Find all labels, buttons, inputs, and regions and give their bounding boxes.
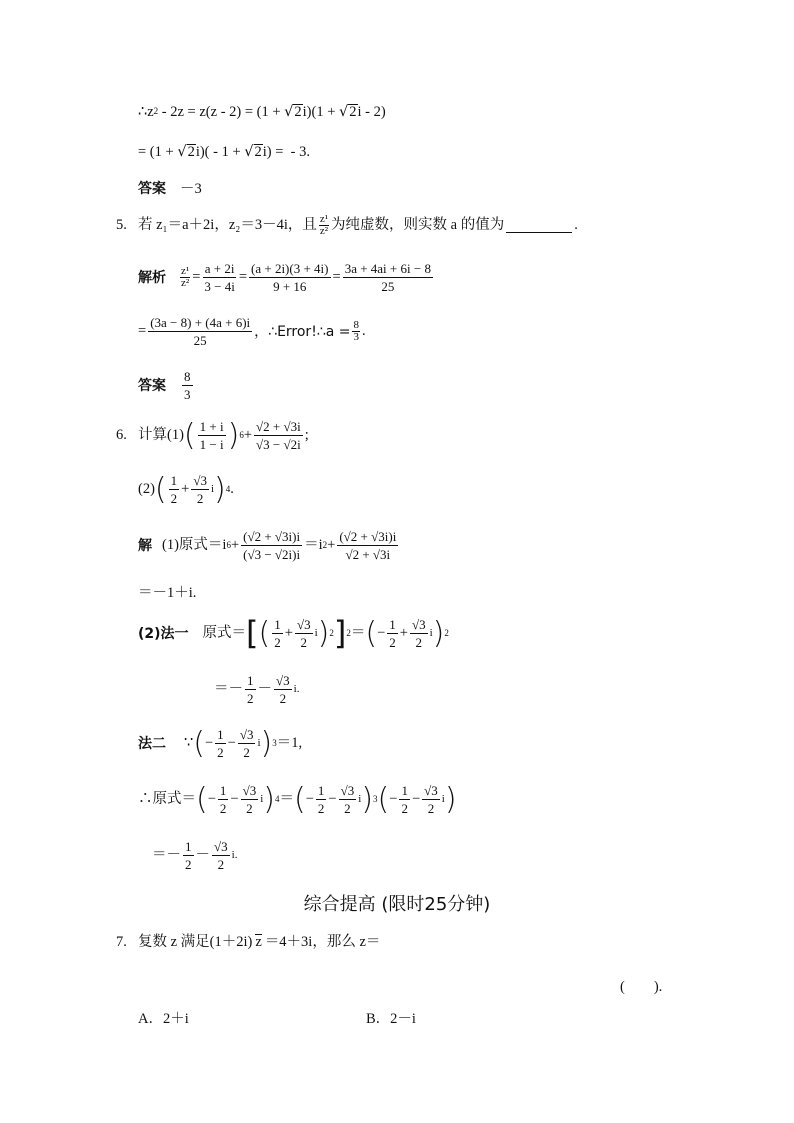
fraction xyxy=(212,840,230,871)
since-symbol: ∵ xyxy=(184,735,194,752)
text: ＝－ xyxy=(214,681,243,698)
fraction xyxy=(319,214,329,237)
fraction xyxy=(238,728,256,759)
paren-left: ( xyxy=(294,782,306,817)
exponent: 2 xyxy=(322,540,328,550)
question-number: 7. xyxy=(116,933,127,950)
fraction xyxy=(295,618,313,649)
answer-label: 答案 xyxy=(138,181,166,198)
denominator: 2 xyxy=(415,635,422,650)
option-b[interactable] xyxy=(366,1012,416,1027)
solution-6-line-2 xyxy=(138,586,196,601)
option-a[interactable] xyxy=(138,1012,189,1027)
paren-left: ( xyxy=(183,418,196,453)
equals: ＝ xyxy=(279,791,295,808)
fraction xyxy=(202,262,236,293)
exponent: 6 xyxy=(226,540,231,550)
numerator: z¹ xyxy=(181,265,190,277)
answer-paren[interactable]: ( ). xyxy=(620,979,663,995)
fraction xyxy=(343,262,433,293)
method-2-line-1: 法二 ∵ ( − $\frac{1}{2}$ − $\frac{√3}{2}$ i ) 3 ＝1, xyxy=(138,726,303,761)
text: i)( - 1 + xyxy=(195,143,245,160)
exponent: 4 xyxy=(275,794,280,804)
numerator: (3a − 8) + (4a + 6)i xyxy=(150,315,251,330)
denominator: z² xyxy=(319,225,329,237)
minus: − xyxy=(227,735,236,752)
denominator: 25 xyxy=(381,279,395,294)
part-label: (2) xyxy=(138,481,155,498)
fraction xyxy=(274,674,292,705)
question-text: 计算(1) xyxy=(138,427,184,444)
denominator: √2 + √3i xyxy=(345,547,391,562)
exponent: 2 xyxy=(444,628,449,638)
text: i. xyxy=(293,683,300,695)
denominator: 2 xyxy=(279,691,287,706)
solution-label: 解 xyxy=(138,537,152,554)
text: (1)原式＝i xyxy=(162,537,227,554)
answer-blank[interactable] xyxy=(506,218,572,233)
numerator: (√2 + √3i)i xyxy=(243,529,301,544)
paren-right: ) xyxy=(260,726,273,761)
numerator: 1 xyxy=(219,783,227,798)
text: ∴原式＝ xyxy=(138,791,196,808)
equals: = xyxy=(238,269,248,286)
superscript: 2 xyxy=(153,106,159,117)
question-number: 6. xyxy=(116,427,127,444)
exponent: 3 xyxy=(373,794,378,804)
question-7 xyxy=(116,934,380,950)
denominator: 3 xyxy=(184,387,191,402)
fraction xyxy=(241,784,259,815)
denominator: 3 − 4i xyxy=(204,279,235,294)
text: ; xyxy=(304,427,309,444)
denominator: 2 xyxy=(219,801,227,816)
equals: = xyxy=(192,269,201,286)
minus: − xyxy=(411,791,421,808)
denominator: 2 xyxy=(389,635,396,650)
minus: − xyxy=(328,791,337,808)
numerator: √2 + √3i xyxy=(256,419,301,434)
question-5 xyxy=(116,214,578,237)
plus: + xyxy=(399,625,408,642)
method-1-line-1: (2)法一 原式＝ [ ( $\frac{1}{2}$ + $\frac{√3}{2}$ i ) 2 ] 2 ＝ ( − $\frac{1}{2}$ + $\frac{√3}{2}$ i ) 2 xyxy=(138,614,449,653)
numerator: 8 xyxy=(353,319,359,331)
denominator: 2 xyxy=(274,635,281,650)
numerator: √3 xyxy=(193,473,207,488)
denominator: 25 xyxy=(193,333,207,348)
fraction xyxy=(180,266,190,289)
minus: − xyxy=(377,625,386,642)
minus: － xyxy=(257,681,272,698)
text: i. xyxy=(231,849,238,861)
question-number: 5. xyxy=(116,217,127,234)
denominator: 3 xyxy=(353,331,359,343)
text: . xyxy=(361,323,366,340)
exponent: 6 xyxy=(239,430,244,440)
fraction xyxy=(191,474,209,505)
plus: + xyxy=(327,537,336,554)
paren-right: ) xyxy=(432,616,445,651)
fraction xyxy=(241,530,302,561)
fraction xyxy=(169,474,180,505)
conjugate-z: z xyxy=(255,934,262,950)
text: 原式＝ xyxy=(202,625,247,642)
answer-line xyxy=(138,182,202,197)
question-text: 复数 z 满足(1＋2i) xyxy=(138,933,253,950)
paren-right: ) xyxy=(263,782,276,817)
numerator: z¹ xyxy=(319,213,329,225)
fraction xyxy=(218,784,229,815)
minus: − xyxy=(305,791,314,808)
text: ＝－ xyxy=(152,847,181,864)
plus: + xyxy=(230,537,240,554)
radicand: 2 xyxy=(187,144,195,160)
denominator: z² xyxy=(181,277,190,289)
fraction xyxy=(337,530,398,561)
numerator: (a + 2i)(3 + 4i) xyxy=(251,261,329,276)
method-label: 法二 xyxy=(138,735,166,752)
solution-line-2 xyxy=(138,144,310,160)
exponent: 3 xyxy=(272,738,277,748)
fraction xyxy=(198,420,226,451)
paren-right: ) xyxy=(317,616,330,651)
paren-right: ) xyxy=(227,418,240,453)
numerator: √3 xyxy=(214,839,228,854)
fraction xyxy=(410,618,428,649)
option-b-text: B．2－i xyxy=(366,1011,416,1027)
numerator: √3 xyxy=(242,783,257,798)
numerator: 1 xyxy=(317,783,325,798)
text: - 2z = z(z - 2) = (1 + xyxy=(158,103,285,120)
method-1-line-2 xyxy=(214,674,299,705)
option-a-text: A．2＋i xyxy=(138,1011,189,1027)
section-title: 综合提高 (限时25分钟) xyxy=(303,894,491,915)
numerator: √3 xyxy=(411,617,426,632)
denominator: 9 + 16 xyxy=(273,279,307,294)
text: ∴z xyxy=(138,103,154,120)
question-6-part-2: (2) ( $\frac{1}{2}$ + $\frac{√3}{2}$ i ) 4 . xyxy=(138,472,234,507)
numerator: 1 + i xyxy=(199,419,224,434)
question-text: 为纯虚数，则实数 a 的值为 xyxy=(331,217,505,234)
numerator: 1 xyxy=(247,673,254,688)
numerator: √3 xyxy=(340,783,355,798)
sqrt-symbol xyxy=(177,145,186,160)
answer-label: 答案 xyxy=(138,377,166,394)
paren-right: ) xyxy=(444,782,457,817)
text: . xyxy=(230,481,234,498)
text: ＝i xyxy=(304,537,323,554)
minus: − xyxy=(389,791,398,808)
sqrt-symbol xyxy=(339,105,348,120)
paren-left: ( xyxy=(196,782,208,817)
numerator: (√2 + √3i)i xyxy=(339,529,397,544)
denominator: 2 xyxy=(196,491,204,506)
denominator: 2 xyxy=(401,801,408,816)
fraction xyxy=(183,840,194,871)
numerator: 1 xyxy=(401,783,408,798)
numerator: 3a + 4ai + 6i − 8 xyxy=(344,261,431,276)
sqrt-symbol xyxy=(284,105,293,120)
method-label: (2)法一 xyxy=(138,625,189,642)
error-text: ，∴Error!∴a = xyxy=(254,323,351,340)
text: . xyxy=(574,217,578,234)
solution-line-1 xyxy=(138,104,386,120)
text: ＝－1＋i. xyxy=(138,585,197,601)
bracket-right: ] xyxy=(333,614,347,653)
fraction xyxy=(272,618,283,649)
minus: − xyxy=(207,791,216,808)
denominator: 2 xyxy=(247,691,254,706)
fraction xyxy=(249,262,330,293)
denominator: 2 xyxy=(246,801,253,816)
question-text: ＝4＋3i，那么 z＝ xyxy=(264,933,381,950)
fraction xyxy=(182,370,193,401)
paren-left: ( xyxy=(365,616,378,651)
text: i) = - 3. xyxy=(262,143,311,160)
method-2-line-2: ∴原式＝ ( − $\frac{1}{2}$ − $\frac{√3}{2}$ i ) 4 ＝ ( − $\frac{1}{2}$ − $\frac{√3}{2}$ i ) 3 ( − $\frac{1}{2}$ − $\frac{√3}{2}$ i ) xyxy=(138,782,457,817)
text: i - 2) xyxy=(357,103,386,120)
answer-line xyxy=(138,370,195,401)
denominator: 2 xyxy=(217,745,224,760)
paren-right: ) xyxy=(361,782,374,817)
minus: − xyxy=(204,735,214,752)
paren-left: ( xyxy=(258,616,271,651)
text: = (1 + xyxy=(138,143,178,160)
bracket-left: [ xyxy=(246,614,259,653)
equals: ＝ xyxy=(350,625,366,642)
exponent: 2 xyxy=(329,628,334,638)
fraction xyxy=(215,728,226,759)
minus: − xyxy=(230,791,239,808)
radicand: 2 xyxy=(254,144,262,160)
exponent: 4 xyxy=(225,484,231,494)
paren-left: ( xyxy=(154,472,167,507)
fraction xyxy=(245,674,256,705)
paren-left: ( xyxy=(193,726,205,761)
paren-left: ( xyxy=(377,782,390,817)
denominator: 2 xyxy=(243,745,250,760)
numerator: 8 xyxy=(184,369,191,384)
denominator: 1 − i xyxy=(199,437,224,452)
denominator: 2 xyxy=(427,801,435,816)
numerator: 1 xyxy=(185,839,192,854)
denominator: 2 xyxy=(217,857,225,872)
answer-parenthesis xyxy=(620,980,662,995)
denominator: 2 xyxy=(344,801,351,816)
denominator: 2 xyxy=(300,635,307,650)
minus: － xyxy=(195,847,210,864)
numerator: 1 xyxy=(217,727,224,742)
text: i)(1 + xyxy=(302,103,340,120)
numerator: 1 xyxy=(170,473,178,488)
numerator: 1 xyxy=(274,617,281,632)
numerator: √3 xyxy=(276,673,290,688)
denominator: 2 xyxy=(317,801,325,816)
numerator: a + 2i xyxy=(204,261,235,276)
fraction xyxy=(339,784,357,815)
numerator: 1 xyxy=(389,617,396,632)
plus: + xyxy=(243,427,252,444)
method-2-line-3 xyxy=(152,840,237,871)
solution-label: 解析 xyxy=(138,269,166,286)
fraction xyxy=(148,316,252,347)
denominator: 2 xyxy=(170,491,178,506)
fraction xyxy=(387,618,398,649)
exponent: 2 xyxy=(346,628,351,638)
denominator: √3 − √2i xyxy=(256,437,301,452)
equals: = xyxy=(332,269,341,286)
fraction xyxy=(399,784,410,815)
solution-5-line-2 xyxy=(138,316,366,347)
text: ＝1, xyxy=(276,735,303,752)
answer-value: －3 xyxy=(180,181,202,197)
radicand: 2 xyxy=(349,104,357,120)
numerator: √3 xyxy=(424,783,438,798)
solution-5-line-1 xyxy=(138,262,435,293)
numerator: √3 xyxy=(239,727,254,742)
numerator: √3 xyxy=(296,617,311,632)
question-6 xyxy=(116,420,309,451)
fraction xyxy=(254,420,303,451)
radicand: 2 xyxy=(294,104,302,120)
denominator: 2 xyxy=(185,857,192,872)
equals: = xyxy=(138,323,147,340)
denominator: (√3 − √2i)i xyxy=(243,547,301,562)
fraction xyxy=(422,784,440,815)
sqrt-symbol xyxy=(244,145,253,160)
question-text: 若 z₁＝a＋2i，z₂＝3－4i，且 xyxy=(138,217,317,234)
paren-right: ) xyxy=(214,472,226,507)
solution-6-line-1 xyxy=(138,530,400,561)
fraction xyxy=(316,784,327,815)
fraction xyxy=(352,320,360,343)
